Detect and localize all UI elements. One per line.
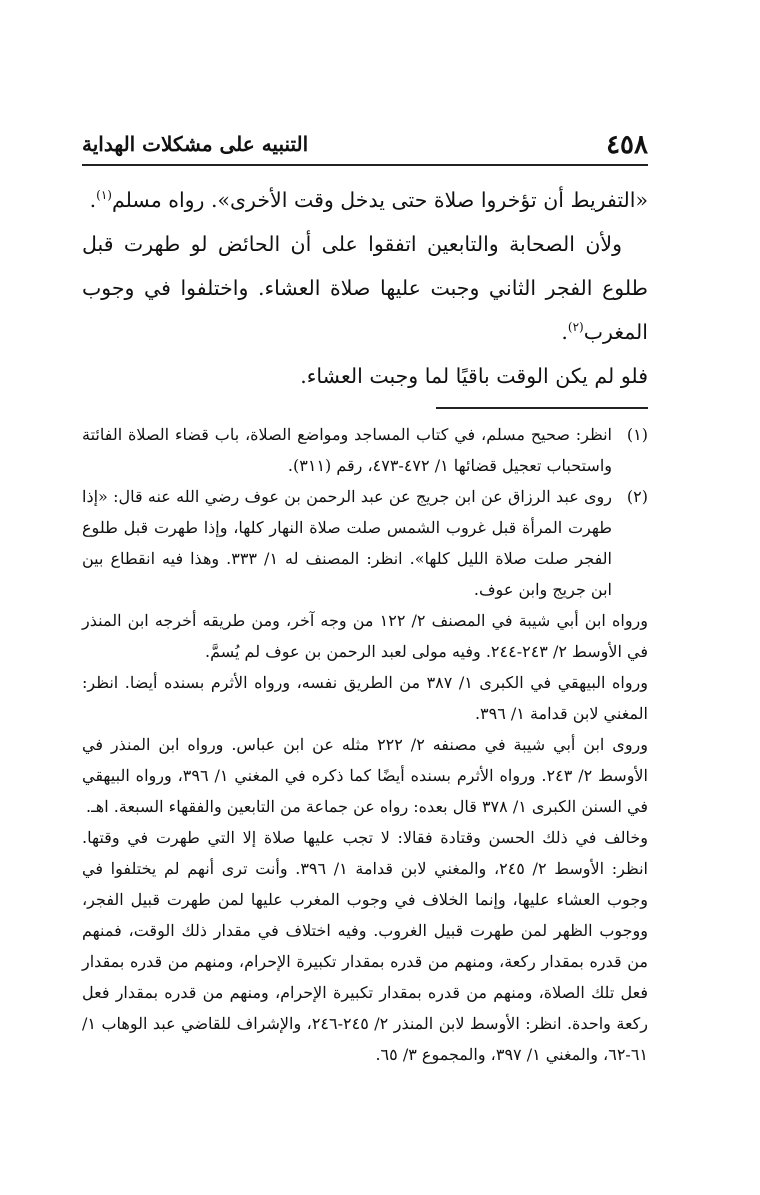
page-number: ٤٥٨: [606, 130, 648, 160]
page-header: [82, 124, 648, 166]
footnote-2-continuation-2: ورواه البيهقي في الكبرى ١/ ٣٨٧ من الطريق نفسه، ورواه الأثرم بسنده أيضا. انظر: المغني لابن قدامة ١/ ٣٩٦.: [82, 673, 648, 723]
main-paragraph-1-text: «التفريط أن تؤخروا صلاة حتى يدخل وقت الأخرى». رواه مسلم: [111, 188, 648, 212]
footnote-2-text: روى عبد الرزاق عن ابن جريج عن عبد الرحمن بن عوف رضي الله عنه قال: «إذا طهرت المرأة قبل غروب الشمس صلت صلاة النهار كلها، وإذا طهرت قبل طلوع الفجر صلت صلاة الليل كلها». انظر: المصنف له ١/ ٣٣٣. وهذا فيه انقطاع بين ابن جريج وابن عوف.: [82, 487, 613, 599]
main-paragraph-3: [82, 354, 648, 398]
footnote-2: [82, 481, 648, 605]
main-paragraph-3-text: فلو لم يكن الوقت باقيًا لما وجبت العشاء.: [300, 364, 648, 388]
footnote-2-marker: (٢): [626, 487, 648, 506]
footnote-1-marker: (١): [626, 425, 648, 444]
footnote-ref-2: (٢): [567, 320, 584, 335]
main-paragraph-2-suffix: .: [561, 320, 568, 344]
footnote-2-continuation-4: وخالف في ذلك الحسن وقتادة فقالا: لا تجب عليها صلاة إلا التي طهرت في وقتها. انظر: الأوسط ٢/ ٢٤٥، والمغني لابن قدامة ١/ ٣٩٦. وأنت ترى أنهم لم يختلفوا في وجوب العشاء عليها، وإنما الخلاف في وجوب المغرب عليها لمن طهرت قبيل الفجر، ووجوب الظهر لمن طهرت قبيل الغروب. وفيه اختلاف في مقدار ذلك الوقت، فمنهم من قدره بمقدار ركعة، ومنهم من قدره بمقدار تكبيرة الإحرام، ومنهم من قدره بمقدار فعل تلك الصلاة، ومنهم من قدره بمقدار تكبيرة الإحرام، ومنهم من قدره بمقدار فعل ركعة واحدة. انظر: الأوسط لابن المنذر ٢/ ٢٤٥-٢٤٦، والإشراف للقاضي عبد الوهاب ١/ ٦١-٦٢، والمغني ١/ ٣٩٧، والمجموع ٣/ ٦٥.: [82, 828, 649, 1064]
footnote-2-continuation-1: ورواه ابن أبي شيبة في المصنف ٢/ ١٢٢ من وجه آخر، ومن طريقه أخرجه ابن المنذر في الأوسط ٢/ ٢٤٣-٢٤٤. وفيه مولى لعبد الرحمن بن عوف لم يُسمَّ.: [82, 611, 649, 661]
book-page: [82, 124, 648, 1144]
main-paragraph-2-text: ولأن الصحابة والتابعين اتفقوا على أن الحائض لو طهرت قبل طلوع الفجر الثاني وجبت عليها صلاة العشاء. واختلفوا في وجوب المغرب: [82, 232, 648, 344]
main-paragraph-2: [82, 222, 648, 354]
footnote-ref-1: (١): [96, 188, 112, 203]
footnotes: [82, 419, 648, 1070]
footnote-1: [82, 419, 648, 481]
main-paragraph-1-suffix: .: [89, 188, 97, 212]
running-title: التنبيه على مشكلات الهداية: [82, 132, 309, 156]
main-text: [82, 178, 648, 398]
footnote-1-text: انظر: صحيح مسلم، في كتاب المساجد ومواضع الصلاة، باب قضاء الصلاة الفائتة واستحباب تعجيل قضائها ١/ ٤٧٢-٤٧٣، رقم (٣١١).: [82, 425, 612, 475]
footnote-separator: [436, 407, 648, 409]
main-paragraph-1: [82, 178, 648, 222]
footnote-2-continuation-3: وروى ابن أبي شيبة في مصنفه ٢/ ٢٢٢ مثله عن ابن عباس. ورواه ابن المنذر في الأوسط ٢/ ٢٤٣. ورواه الأثرم بسنده أيضًا كما ذكره في المغني ١/ ٣٩٦، ورواه البيهقي في السنن الكبرى ١/ ٣٧٨ قال بعده: رواه عن جماعة من التابعين والفقهاء السبعة. اهـ.: [82, 735, 649, 816]
